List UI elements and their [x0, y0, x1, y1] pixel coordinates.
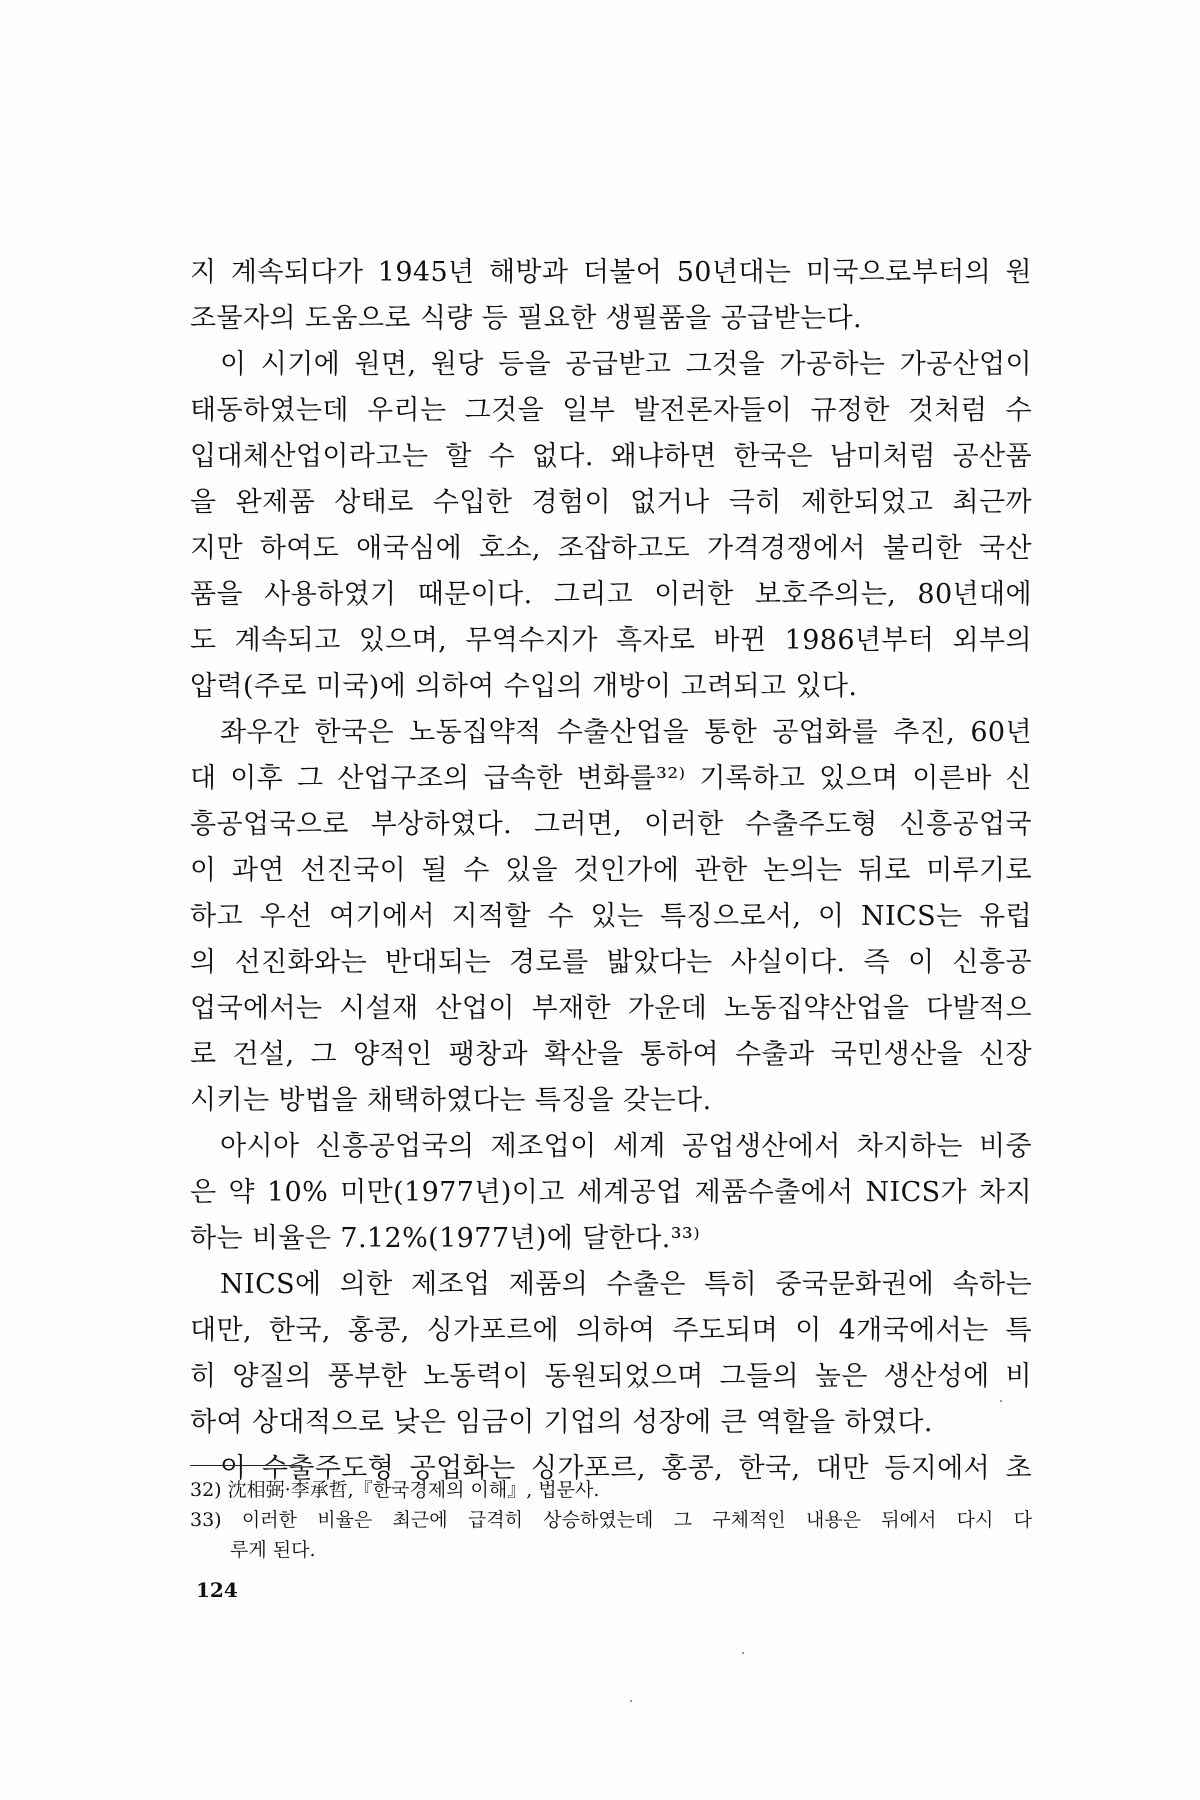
text-line: 하는 비율은 7.12%(1977년)에 달한다.³³⁾	[190, 1223, 701, 1254]
footnote-divider	[190, 1465, 302, 1466]
text-line: 압력(주로 미국)에 의하여 수입의 개방이 고려되고 있다.	[190, 671, 858, 702]
paragraph-start-line: NICS에 의한 제조업 제품의 수출은 특히 중국문화권에 속하는	[220, 1269, 1032, 1300]
text-line: 지만 하여도 애국심에 호소, 조잡하고도 가격경쟁에서 불리한 국산	[190, 533, 1032, 564]
body-text	[190, 250, 1032, 1492]
text-line: 흥공업국으로 부상하였다. 그러면, 이러한 수출주도형 신흥공업국	[190, 809, 1032, 840]
footnote-33-continuation: 루게 된다.	[230, 1539, 316, 1561]
footnote-32: 32) 沈相弼·李承哲,『한국경제의 이해』, 법문사.	[190, 1479, 600, 1501]
text-line: 태동하였는데 우리는 그것을 일부 발전론자들이 규정한 것처럼 수	[190, 395, 1032, 426]
text-line: 대 이후 그 산업구조의 급속한 변화를³²⁾ 기록하고 있으며 이른바 신	[190, 763, 1032, 794]
scan-speck	[742, 1652, 744, 1654]
text-line: 하여 상대적으로 낮은 임금이 기업의 성장에 큰 역할을 하였다.	[190, 1407, 933, 1438]
text-line: 로 건설, 그 양적인 팽창과 확산을 통하여 수출과 국민생산을 신장	[190, 1039, 1032, 1070]
footnotes	[190, 1475, 1032, 1565]
scan-speck	[1000, 1400, 1002, 1402]
text-line: 의 선진화와는 반대되는 경로를 밟았다는 사실이다. 즉 이 신흥공	[190, 947, 1032, 978]
text-line: 시키는 방법을 채택하였다는 특징을 갖는다.	[190, 1085, 712, 1116]
paragraph-start-line: 이 시기에 원면, 원당 등을 공급받고 그것을 가공하는 가공산업이	[220, 349, 1032, 380]
footnote-33: 33) 이러한 비율은 최근에 급격히 상승하였는데 그 구체적인 내용은 뒤에서 다시 다	[190, 1509, 1032, 1531]
text-line: 하고 우선 여기에서 지적할 수 있는 특징으로서, 이 NICS는 유럽	[190, 901, 1032, 932]
paragraph-start-line: 좌우간 한국은 노동집약적 수출산업을 통한 공업화를 추진, 60년	[220, 717, 1032, 748]
text-line: 도 계속되고 있으며, 무역수지가 흑자로 바뀐 1986년부터 외부의	[190, 625, 1032, 656]
text-line: 이 과연 선진국이 될 수 있을 것인가에 관한 논의는 뒤로 미루기로	[190, 855, 1032, 886]
text-line: 지 계속되다가 1945년 해방과 더불어 50년대는 미국으로부터의 원	[190, 257, 1032, 288]
text-line: 은 약 10% 미만(1977년)이고 세계공업 제품수출에서 NICS가 차지	[190, 1177, 1032, 1208]
text-line: 업국에서는 시설재 산업이 부재한 가운데 노동집약산업을 다발적으	[190, 993, 1032, 1024]
paragraph-start-line: 이 수출주도형 공업화는 싱가포르, 홍콩, 한국, 대만 등지에서 초	[220, 1453, 1032, 1484]
scan-speck	[630, 1700, 632, 1702]
text-line: 조물자의 도움으로 식량 등 필요한 생필품을 공급받는다.	[190, 303, 862, 334]
text-line: 입대체산업이라고는 할 수 없다. 왜냐하면 한국은 남미처럼 공산품	[190, 441, 1032, 472]
text-line: 을 완제품 상태로 수입한 경험이 없거나 극히 제한되었고 최근까	[190, 487, 1032, 518]
text-line: 대만, 한국, 홍콩, 싱가포르에 의하여 주도되며 이 4개국에서는 특	[190, 1315, 1032, 1346]
text-line: 히 양질의 풍부한 노동력이 동원되었으며 그들의 높은 생산성에 비	[190, 1361, 1032, 1392]
paragraph-start-line: 아시아 신흥공업국의 제조업이 세계 공업생산에서 차지하는 비중	[220, 1131, 1032, 1162]
text-line: 품을 사용하였기 때문이다. 그리고 이러한 보호주의는, 80년대에	[190, 579, 1032, 610]
page-number: 124	[196, 1578, 238, 1602]
